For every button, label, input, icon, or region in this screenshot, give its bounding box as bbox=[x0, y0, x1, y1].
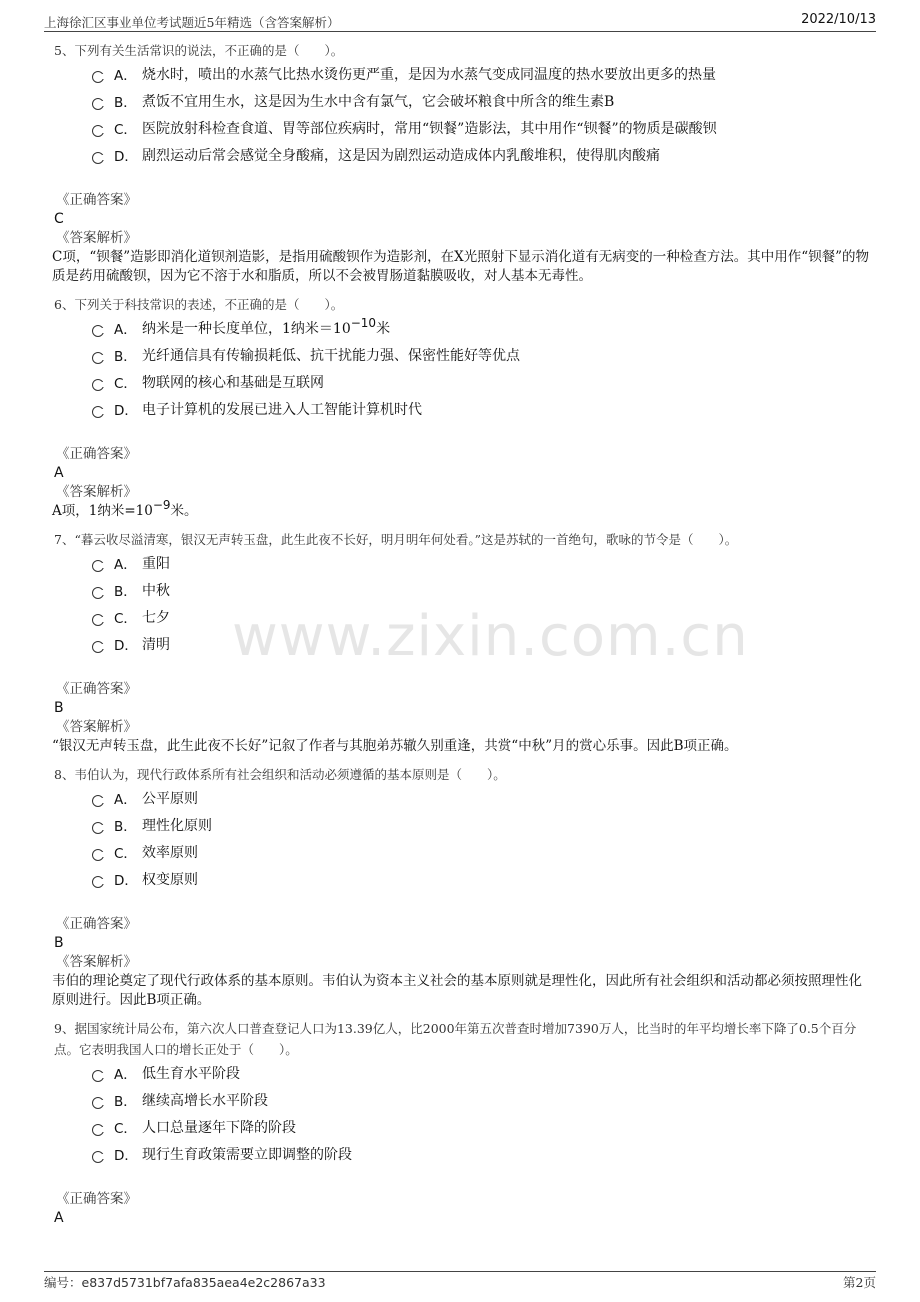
option-b[interactable] bbox=[92, 579, 870, 606]
option-a[interactable] bbox=[92, 1062, 870, 1089]
option-text bbox=[142, 318, 390, 338]
option-letter: A． bbox=[114, 68, 137, 84]
answer-value: B bbox=[54, 935, 64, 951]
option-d[interactable] bbox=[92, 398, 870, 425]
explanation-text-main: A项，1纳米=10 bbox=[52, 503, 153, 519]
question-text: 5、下列有关生活常识的说法，不正确的是（ ）。 bbox=[54, 43, 344, 58]
option-b[interactable] bbox=[92, 344, 870, 371]
option-letter: B． bbox=[114, 95, 137, 111]
option-text: 人口总量逐年下降的阶段 bbox=[142, 1120, 296, 1136]
radio-icon[interactable] bbox=[92, 1124, 104, 1136]
radio-icon[interactable] bbox=[92, 379, 104, 391]
answer-value: A bbox=[54, 465, 64, 481]
option-letter: D． bbox=[114, 638, 138, 654]
option-text: 电子计算机的发展已进入人工智能计算机时代 bbox=[142, 402, 422, 418]
explanation-label: 《答案解析》 bbox=[56, 484, 137, 500]
document-title: 上海徐汇区事业单位考试题近5年精选（含答案解析） bbox=[44, 15, 340, 30]
question-text: 6、下列关于科技常识的表述，不正确的是（ ）。 bbox=[54, 297, 344, 312]
document-code-value: e837d5731bf7afa835aea4e2c2867a33 bbox=[81, 1275, 326, 1290]
question-list bbox=[52, 40, 870, 1228]
question-9 bbox=[52, 1018, 870, 1228]
option-c[interactable] bbox=[92, 117, 870, 144]
radio-icon[interactable] bbox=[92, 325, 104, 337]
option-letter: B． bbox=[114, 1094, 137, 1110]
option-text: 医院放射科检查食道、胃等部位疾病时，常用“钡餐”造影法，其中用作“钡餐”的物质是碳酸钡 bbox=[142, 121, 717, 137]
radio-icon[interactable] bbox=[92, 614, 104, 626]
answer-label: 《正确答案》 bbox=[56, 916, 137, 932]
answer-value: A bbox=[54, 1210, 64, 1226]
option-text: 低生育水平阶段 bbox=[142, 1066, 240, 1082]
option-text: 中秋 bbox=[142, 583, 170, 599]
option-b[interactable] bbox=[92, 90, 870, 117]
option-letter: C． bbox=[114, 846, 137, 862]
radio-icon[interactable] bbox=[92, 560, 104, 572]
radio-icon[interactable] bbox=[92, 98, 104, 110]
page-header bbox=[44, 11, 876, 32]
exponent: −9 bbox=[152, 498, 171, 512]
option-text: 光纤通信具有传输损耗低、抗干扰能力强、保密性能好等优点 bbox=[142, 348, 520, 364]
radio-icon[interactable] bbox=[92, 822, 104, 834]
option-text: 继续高增长水平阶段 bbox=[142, 1093, 268, 1109]
option-letter: B． bbox=[114, 584, 137, 600]
option-a[interactable] bbox=[92, 787, 870, 814]
exponent: −10 bbox=[350, 316, 377, 330]
option-letter: B． bbox=[114, 349, 137, 365]
question-5 bbox=[52, 40, 870, 286]
page-footer bbox=[44, 1271, 876, 1292]
answer-label: 《正确答案》 bbox=[56, 446, 137, 462]
option-letter: C． bbox=[114, 611, 137, 627]
option-text: 重阳 bbox=[142, 556, 170, 572]
option-letter: D． bbox=[114, 403, 138, 419]
option-d[interactable] bbox=[92, 144, 870, 171]
answer-label: 《正确答案》 bbox=[56, 681, 137, 697]
option-c[interactable] bbox=[92, 1116, 870, 1143]
answer-value: B bbox=[54, 700, 64, 716]
radio-icon[interactable] bbox=[92, 587, 104, 599]
question-7 bbox=[52, 529, 870, 756]
option-letter: D． bbox=[114, 149, 138, 165]
option-text: 剧烈运动后常会感觉全身酸痛，这是因为剧烈运动造成体内乳酸堆积，使得肌肉酸痛 bbox=[142, 148, 660, 164]
option-c[interactable] bbox=[92, 841, 870, 868]
radio-icon[interactable] bbox=[92, 1151, 104, 1163]
explanation-text: “银汉无声转玉盘，此生此夜不长好”记叙了作者与其胞弟苏辙久别重逢，共赏“中秋”月的赏心乐事。因此B项正确。 bbox=[52, 738, 738, 754]
option-text: 煮饭不宜用生水，这是因为生水中含有氯气，它会破坏粮食中所含的维生素B bbox=[142, 94, 615, 110]
option-letter: D． bbox=[114, 873, 138, 889]
answer-value: C bbox=[54, 211, 64, 227]
radio-icon[interactable] bbox=[92, 71, 104, 83]
radio-icon[interactable] bbox=[92, 352, 104, 364]
explanation-label: 《答案解析》 bbox=[56, 719, 137, 735]
option-letter: A． bbox=[114, 557, 137, 573]
option-letter: C． bbox=[114, 122, 137, 138]
radio-icon[interactable] bbox=[92, 795, 104, 807]
option-letter: C． bbox=[114, 1121, 137, 1137]
option-d[interactable] bbox=[92, 633, 870, 660]
option-c[interactable] bbox=[92, 371, 870, 398]
option-b[interactable] bbox=[92, 814, 870, 841]
radio-icon[interactable] bbox=[92, 1097, 104, 1109]
option-a[interactable] bbox=[92, 63, 870, 90]
option-text: 现行生育政策需要立即调整的阶段 bbox=[142, 1147, 352, 1163]
radio-icon[interactable] bbox=[92, 406, 104, 418]
option-d[interactable] bbox=[92, 1143, 870, 1170]
option-letter: C． bbox=[114, 376, 137, 392]
option-c[interactable] bbox=[92, 606, 870, 633]
option-text: 效率原则 bbox=[142, 845, 198, 861]
document-code bbox=[44, 1273, 326, 1291]
option-letter: A． bbox=[114, 1067, 137, 1083]
document-code-label: 编号： bbox=[44, 1275, 82, 1290]
watermark: www.zixin.com.cn bbox=[232, 604, 749, 669]
answer-label: 《正确答案》 bbox=[56, 1191, 137, 1207]
page-number: 第2页 bbox=[843, 1275, 876, 1290]
explanation-text bbox=[52, 498, 870, 521]
option-text: 清明 bbox=[142, 637, 170, 653]
radio-icon[interactable] bbox=[92, 152, 104, 164]
option-text: 物联网的核心和基础是互联网 bbox=[142, 375, 324, 391]
question-text: 8、韦伯认为，现代行政体系所有社会组织和活动必须遵循的基本原则是（ ）。 bbox=[54, 767, 506, 782]
option-text: 七夕 bbox=[142, 610, 170, 626]
option-letter: A． bbox=[114, 792, 137, 808]
radio-icon[interactable] bbox=[92, 849, 104, 861]
question-8 bbox=[52, 764, 870, 1010]
option-text-main: 纳米是一种长度单位，1纳米＝10 bbox=[142, 321, 351, 337]
radio-icon[interactable] bbox=[92, 1070, 104, 1082]
option-text-unit: 米 bbox=[376, 321, 391, 337]
explanation-text: 韦伯的理论奠定了现代行政体系的基本原则。韦伯认为资本主义社会的基本原则就是理性化，因此所有社会组织和活动都必须按照理性化原则进行。因此B项正确。 bbox=[52, 973, 862, 1008]
question-6 bbox=[52, 294, 870, 521]
option-text: 理性化原则 bbox=[142, 818, 212, 834]
explanation-text: C项，“钡餐”造影即消化道钡剂造影，是指用硫酸钡作为造影剂，在X光照射下显示消化道有无病变的一种检查方法。其中用作“钡餐”的物质是药用硫酸钡，因为它不溶于水和脂质，所以不会被胃肠道黏膜吸收，对人基本无毒性。 bbox=[52, 249, 870, 284]
radio-icon[interactable] bbox=[92, 641, 104, 653]
option-d[interactable] bbox=[92, 868, 870, 895]
option-letter: B． bbox=[114, 819, 137, 835]
explanation-label: 《答案解析》 bbox=[56, 230, 137, 246]
question-text: 9、据国家统计局公布，第六次人口普查登记人口为13.39亿人，比2000年第五次普查时增加7390万人，比当时的年平均增长率下降了0.5个百分点。它表明我国人口的增长正处于（ ）。 bbox=[54, 1021, 857, 1057]
document-date: 2022/10/13 bbox=[801, 12, 876, 27]
option-b[interactable] bbox=[92, 1089, 870, 1116]
answer-label: 《正确答案》 bbox=[56, 192, 137, 208]
option-letter: D． bbox=[114, 1148, 138, 1164]
option-letter: A． bbox=[114, 322, 137, 338]
explanation-label: 《答案解析》 bbox=[56, 954, 137, 970]
explanation-text-unit: 米。 bbox=[170, 503, 198, 519]
question-text: 7、“暮云收尽溢清寒，银汉无声转玉盘，此生此夜不长好，明月明年何处看。”这是苏轼的一首绝句，歌咏的节令是（ ）。 bbox=[54, 532, 738, 547]
option-text: 公平原则 bbox=[142, 791, 198, 807]
option-text: 烧水时，喷出的水蒸气比热水烫伤更严重，是因为水蒸气变成同温度的热水要放出更多的热量 bbox=[142, 67, 716, 83]
option-a[interactable] bbox=[92, 317, 870, 344]
radio-icon[interactable] bbox=[92, 125, 104, 137]
radio-icon[interactable] bbox=[92, 876, 104, 888]
option-a[interactable] bbox=[92, 552, 870, 579]
option-text: 权变原则 bbox=[142, 872, 198, 888]
